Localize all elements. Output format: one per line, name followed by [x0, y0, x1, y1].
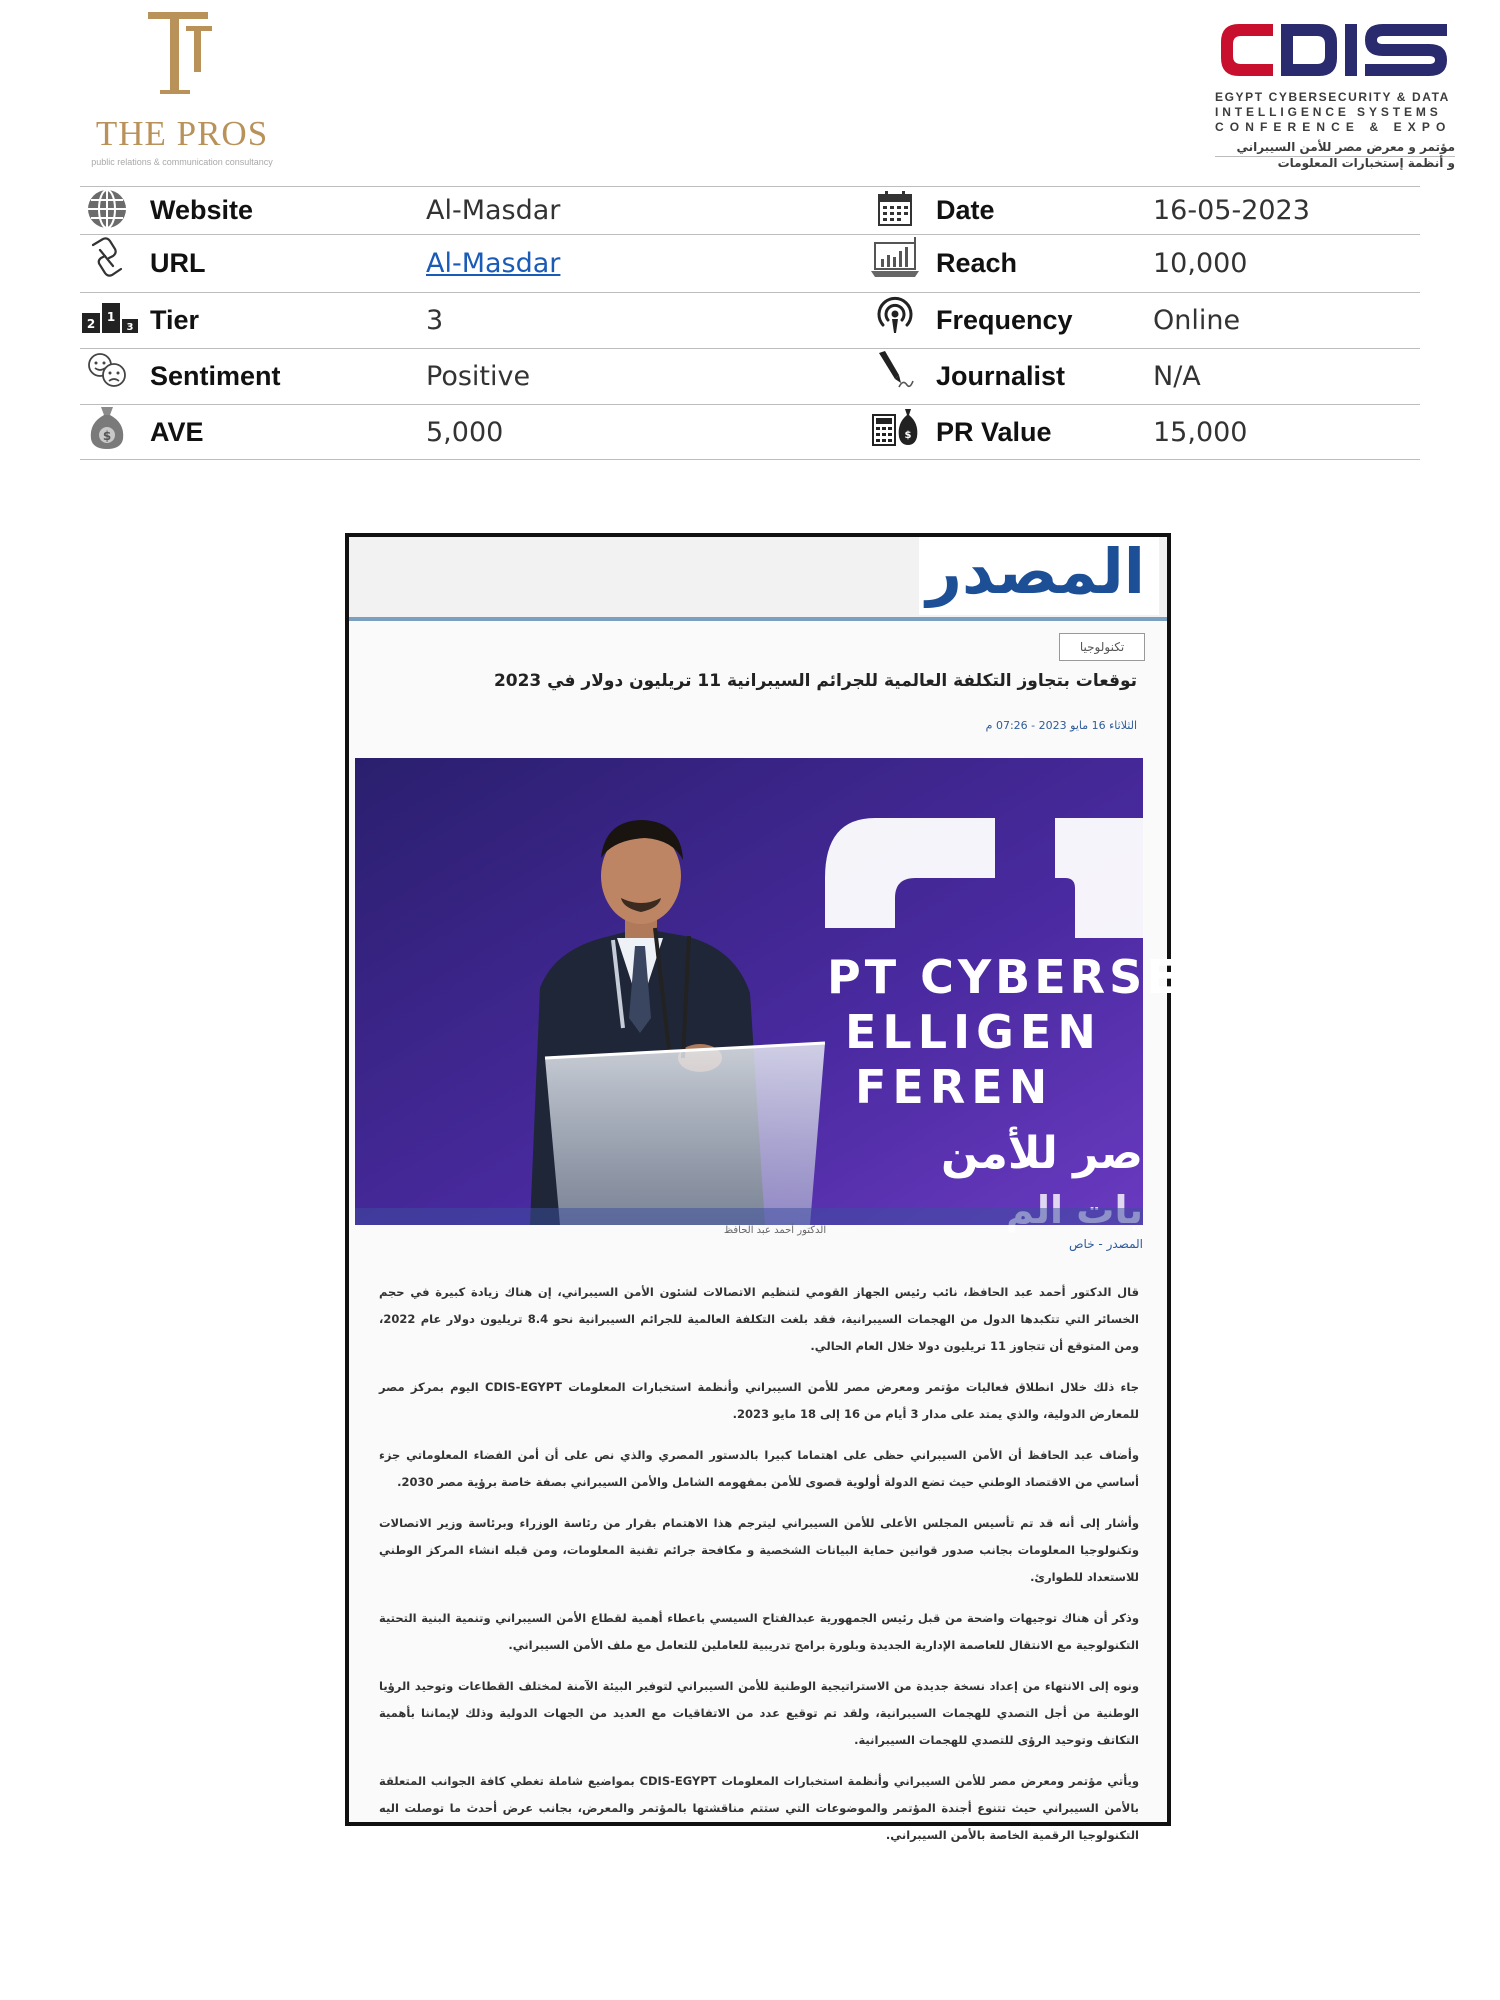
- the-pros-wordmark: THE PROS: [95, 114, 269, 153]
- svg-text:$: $: [904, 430, 912, 441]
- ave-label: AVE: [150, 416, 204, 447]
- table-row: [80, 234, 1420, 292]
- cdis-tagline-3: CONFERENCE & EXPO: [1215, 120, 1452, 134]
- date-label: Date: [936, 195, 995, 225]
- header-divider: [349, 617, 1167, 621]
- podium-icon: [80, 293, 140, 337]
- website-value: Al-Masdar: [426, 195, 561, 226]
- article-screenshot: [345, 533, 1182, 1842]
- broadcast-icon: [872, 293, 918, 337]
- tier-label: Tier: [150, 305, 200, 335]
- the-pros-logo: [82, 8, 282, 173]
- sentiment-label: Sentiment: [150, 361, 281, 391]
- the-pros-tagline: public relations & communication consultancy: [91, 157, 273, 167]
- reach-value: 10,000: [1153, 248, 1248, 279]
- calendar-icon: [872, 187, 918, 231]
- money-bag-icon: [84, 405, 130, 449]
- section-tag[interactable]: تكنولوجيا: [1059, 633, 1145, 661]
- pr-value-label: PR Value: [936, 416, 1052, 447]
- article-photo: [355, 758, 1182, 1225]
- cdis-arabic-tagline-1: مؤتمر و معرض مصر للأمن السيبراني: [1236, 140, 1455, 154]
- cdis-arabic-tagline-2: و أنظمة إستخبارات المعلومات: [1277, 156, 1455, 170]
- frequency-label: Frequency: [936, 305, 1073, 335]
- site-logo[interactable]: المصدر: [919, 537, 1159, 615]
- svg-text:2: 2: [86, 317, 96, 331]
- speaker-photo-illustration: [355, 758, 1182, 1225]
- article-headline: توقعات بتجاوز التكلفة العالمية للجرائم السيبرانية 11 تريليون دولار في 2023: [493, 671, 1137, 691]
- url-label: URL: [150, 248, 206, 278]
- article-dateline: الثلاثاء 16 مايو 2023 - 07:26 م: [985, 719, 1137, 732]
- article-paragraph: ويأتي مؤتمر ومعرض مصر للأمن السيبراني وأنظمة استخبارات المعلومات CDIS-EGYPT بمواضيع شاملة تغطي كافة الجوانب المتعلقة بالأمن السيبراني حيث تتنوع أجندة المؤتمر والموضوعات التي ستتم مناقشتها بالمؤتمر والمعرض، بجانب عرض أحدث ما توصلت اليه التكنولوجيا الرقمية الخاصة بالأمن السيبراني.: [379, 1774, 1139, 1842]
- table-row: [80, 404, 1420, 460]
- banner-text-1: PT CYBERSE: [827, 950, 1182, 1004]
- cdis-tagline-2: INTELLIGENCE SYSTEMS: [1215, 105, 1442, 119]
- pr-value: 15,000: [1153, 416, 1248, 448]
- globe-icon: [84, 187, 130, 231]
- banner-text-2: ELLIGEN: [845, 1005, 1102, 1059]
- table-row: [80, 186, 1420, 234]
- website-label: Website: [150, 195, 254, 225]
- cdis-logo: [1215, 18, 1455, 178]
- laptop-chart-icon: [872, 235, 918, 279]
- link-icon: [84, 235, 130, 279]
- photo-caption: الدكتور أحمد عبد الحافظ: [723, 1225, 827, 1236]
- article-paragraph: وأشار إلى أنه قد تم تأسيس المجلس الأعلى للأمن السيبراني ليترجم هذا الاهتمام بقرار من رئاسة الوزراء وبرئاسة وزير الاتصالات وتكنولوجيا المعلومات بجانب صدور قوانين حماية البيانات الشخصية و مكافحة جرائم تقنية المعلومات، ومن قبله انشاء المركز الوطني للاستعداد للطوارئ.: [379, 1516, 1139, 1584]
- article-paragraph: ونوه إلى الانتهاء من إعداد نسخة جديدة من الاستراتيجية الوطنية للأمن السيبراني لتوفير البيئة الآمنة لمختلف القطاعات وتوحيد الرؤيا الوطنية من أجل التصدي للهجمات السيبرانية، ولقد تم توقيع عدد من الاتفاقيات مع العديد من الجهات الدولية وذلك لإيماننا بأهمية التكاتف وتوحيد الرؤى للتصدي للهجمات السيبرانية.: [379, 1679, 1139, 1747]
- coverage-metadata-table: [80, 186, 1420, 460]
- table-row: [80, 292, 1420, 348]
- date-value: 16-05-2023: [1153, 195, 1310, 226]
- the-pros-monogram-icon: [144, 8, 224, 98]
- url-link[interactable]: Al-Masdar: [426, 248, 561, 279]
- cdis-tagline-1: EGYPT CYBERSECURITY & DATA: [1215, 90, 1450, 104]
- banner-text-3: FEREN: [855, 1060, 1054, 1114]
- banner-arabic-1: صر للأمن: [941, 1128, 1143, 1179]
- article-paragraph: وأضاف عبد الحافظ أن الأمن السيبراني حظى على اهتماما كبيرا بالدستور المصري والذي نص على أن أمن الفضاء المعلوماتي جزء أساسي من الاقتصاد الوطني حيث تضع الدولة أولوية قصوى للأمن بمفهومه الشامل والأمن السيبراني بصفة خاصة برؤية مصر 2030.: [379, 1448, 1139, 1489]
- reach-label: Reach: [936, 248, 1018, 278]
- calculator-money-icon: [872, 405, 918, 449]
- article-paragraph: قال الدكتور أحمد عبد الحافظ، نائب رئيس الجهاز القومي لتنظيم الاتصالات لشئون الأمن السيبراني، إن هناك زيادة كبيرة في حجم الخسائر التي تتكبدها الدول من الهجمات السيبرانية، فقد بلغت التكلفة العالمية للجرائم السيبرانية نحو 8.4 تريليون دولار عام 2022، ومن المتوقع أن تتجاوز 11 تريليون دولا خلال العام الحالي.: [379, 1285, 1140, 1353]
- article-source[interactable]: المصدر - خاص: [1069, 1237, 1143, 1251]
- svg-text:$: $: [102, 429, 112, 443]
- sentiment-value: Positive: [426, 361, 531, 392]
- journalist-label: Journalist: [936, 361, 1066, 391]
- article-paragraph: جاء ذلك خلال انطلاق فعاليات مؤتمر ومعرض مصر للأمن السيبراني وأنظمة استخبارات المعلومات CDIS-EGYPT اليوم بمركز مصر للمعارض الدولية، والذي يمتد على مدار 3 أيام من 16 إلى 18 مايو 2023.: [379, 1380, 1139, 1421]
- svg-text:3: 3: [126, 322, 134, 333]
- table-row: [80, 348, 1420, 404]
- tier-value: 3: [426, 305, 444, 336]
- svg-text:1: 1: [106, 310, 116, 324]
- pen-writing-icon: [872, 349, 918, 393]
- ave-value: 5,000: [426, 416, 504, 448]
- emoji-faces-icon: [84, 349, 130, 393]
- cdis-wordmark-icon: [1215, 18, 1455, 84]
- article-body: [379, 1279, 1139, 1863]
- article-paragraph: وذكر أن هناك توجيهات واضحة من قبل رئيس الجمهورية عبدالفتاح السيسي باعطاء أهمية لقطاع الأمن السيبراني وتنمية البنية التحتية التكنولوجية مع الانتقال للعاصمة الإدارية الجديدة وبلورة برامج تدريبية للعاملين للتعامل مع ملف الأمن السيبراني.: [379, 1611, 1139, 1652]
- frequency-value: Online: [1153, 305, 1241, 336]
- journalist-value: N/A: [1153, 361, 1201, 392]
